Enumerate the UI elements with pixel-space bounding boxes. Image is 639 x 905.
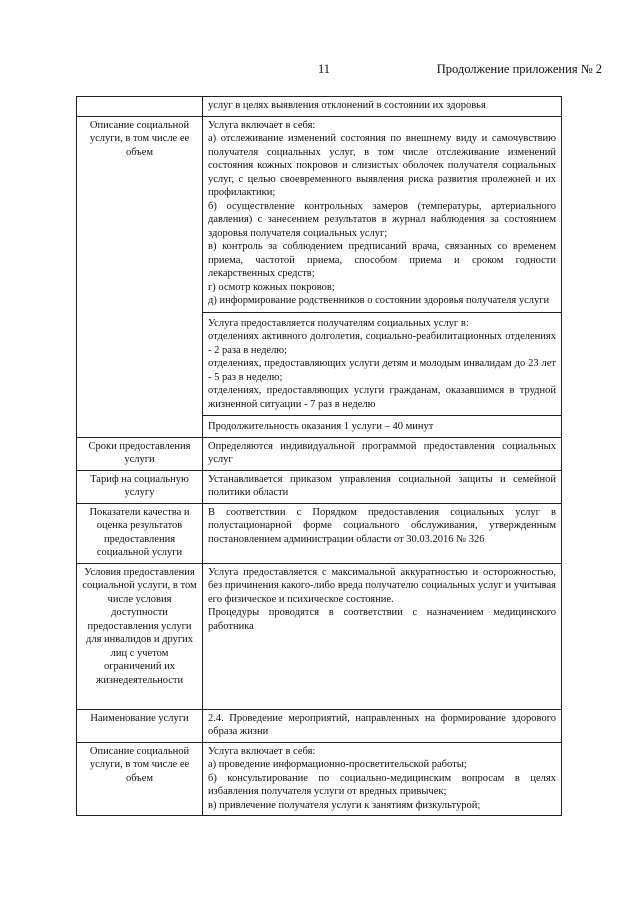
table-row — [77, 470, 562, 503]
paragraph-text: б) консультирование по социально-медицинским вопросам в целях избавления получателя услуги от вредных привычек; — [208, 772, 556, 797]
table-row — [77, 563, 562, 709]
paragraph-text: Продолжительность оказания 1 услуги – 40 минут — [208, 421, 434, 432]
paragraph-text: услуг в целях выявления отклонений в состоянии их здоровья — [208, 100, 486, 111]
value-block — [208, 119, 556, 308]
value-block — [208, 99, 556, 113]
block-divider — [203, 415, 561, 416]
value-block — [208, 506, 556, 547]
row-value — [203, 709, 562, 742]
row-value — [203, 742, 562, 816]
page-header — [0, 62, 639, 82]
paragraph-text: а) проведение информационно-просветительской работы; — [208, 759, 467, 770]
row-value — [203, 503, 562, 563]
paragraph-text: Услуга включает в себя: — [208, 745, 316, 757]
row-label — [77, 97, 203, 117]
value-block — [208, 317, 556, 412]
paragraph-text: а) отслеживание изменений состояния по внешнему виду и самочувствию получателя социальных услуг, в том числе отслеживание изменений состояния кожных покровов и слизистых оболочек получателя социальных услуг, с целью своевременного выявления риска развития пролежней и их профилактики; — [208, 133, 556, 198]
value-block — [208, 440, 556, 467]
table-row — [77, 97, 562, 117]
paragraph-text: Устанавливается приказом управления социальной защиты и семейной политики области — [208, 473, 556, 498]
table-row — [77, 742, 562, 816]
paragraph-text: Услуга включает в себя: — [208, 119, 316, 131]
paragraph-text: отделениях, предоставляющих услуги гражданам, оказавшимся в трудной жизненной ситуации - 7 раз в неделю — [208, 385, 556, 410]
row-value — [203, 470, 562, 503]
row-label: Описание социальной услуги, в том числе ее объем — [77, 116, 203, 437]
row-value — [203, 97, 562, 117]
table-row — [77, 503, 562, 563]
row-value — [203, 116, 562, 437]
paragraph-text: В соответствии с Порядком предоставления социальных услуг в полустационарной форме социального обслуживания, утвержденным постановлением администрации области от 30.03.2016 № 326 — [208, 506, 556, 545]
paragraph-text: в) контроль за соблюдением предписаний врача, связанных со временем приема, частотой приема, способом приема и сроком годности лекарственных средств; — [208, 241, 556, 279]
value-block — [208, 566, 556, 634]
paragraph-text: Определяются индивидуальной программой предоставления социальных услуг — [208, 440, 556, 465]
row-label: Тариф на социальную услугу — [77, 470, 203, 503]
appendix-continuation: Продолжение приложения № 2 — [436, 62, 602, 76]
table-row — [77, 709, 562, 742]
table-row — [77, 437, 562, 470]
paragraph-text: Процедуры проводятся в соответствии с назначением медицинского работника — [208, 607, 556, 632]
paragraph-text: отделениях, предоставляющих услуги детям и молодым инвалидам до 23 лет - 5 раз в неделю; — [208, 358, 556, 383]
row-value — [203, 437, 562, 470]
page-number: 11 — [318, 62, 331, 76]
paragraph-text: отделениях активного долголетия, социально-реабилитационных отделениях - 2 раза в неделю; — [208, 331, 556, 356]
row-label: Условия предоставления социальной услуги, в том числе условия доступности предоставления услуги для инвалидов и других лиц с учетом ограничений их жизнедеятельности — [77, 563, 203, 709]
paragraph-text: 2.4. Проведение мероприятий, направленных на формирование здорового образа жизни — [208, 712, 556, 737]
row-value — [203, 563, 562, 709]
value-block — [208, 712, 556, 739]
row-label: Показатели качества и оценка результатов предоставления социальной услуги — [77, 503, 203, 563]
paragraph-text: б) осуществление контрольных замеров (температуры, артериального давления) с занесением результатов в журнал наблюдения за состоянием здоровья получателя социальных услуг; — [208, 200, 556, 239]
table-row — [77, 116, 562, 437]
paragraph-text: Услуга предоставляется с максимальной аккуратностью и осторожностью, без причинения какого-либо вреда получателю социальных услуг и учитывая его физическое и психическое состояние. — [208, 566, 556, 605]
row-label: Сроки предоставления услуги — [77, 437, 203, 470]
block-divider — [203, 312, 561, 313]
services-table — [76, 96, 562, 816]
value-block — [208, 473, 556, 500]
row-label: Наименование услуги — [77, 709, 203, 742]
value-block — [208, 745, 556, 813]
paragraph-text: в) привлечение получателя услуги к занятиям физкультурой; — [208, 799, 481, 811]
row-label: Описание социальной услуги, в том числе ее объем — [77, 742, 203, 816]
value-block — [208, 420, 556, 434]
paragraph-text: Услуга предоставляется получателям социальных услуг в: — [208, 317, 469, 329]
paragraph-text: г) осмотр кожных покровов; — [208, 281, 335, 293]
paragraph-text: д) информирование родственников о состоянии здоровья получателя услуги — [208, 295, 550, 306]
